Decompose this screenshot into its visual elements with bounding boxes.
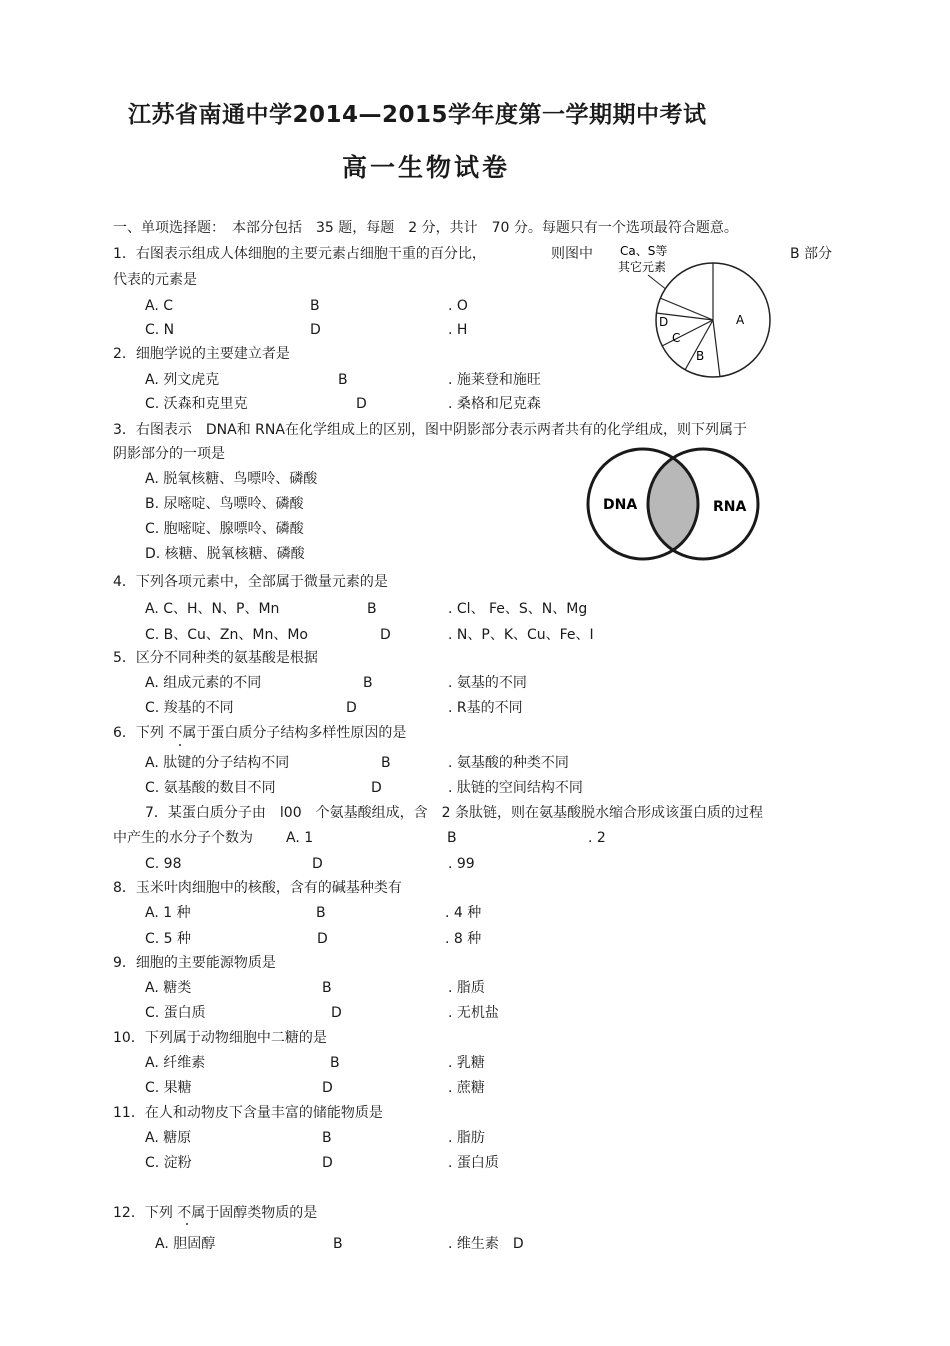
- q7-option-c: C. 98: [145, 856, 182, 872]
- section-heading: 一、单项选择题： 本部分包括 35 题，每题 2 分，共计 70 分。每题只有一个选项最符合题意。: [113, 220, 738, 236]
- q11-option-d: D: [322, 1155, 333, 1171]
- element-pie-figure: [610, 240, 780, 380]
- q8-option-a: A. 1 种: [145, 905, 191, 921]
- q5-stem: 5．区分不同种类的氨基酸是根据: [113, 650, 318, 666]
- pie-slice-a-label: A: [736, 313, 745, 327]
- q2-option-a: A. 列文虎克: [145, 372, 220, 388]
- q9-option-b-value: . 脂质: [448, 980, 485, 996]
- q8-option-d: D: [317, 931, 328, 947]
- q4-stem: 4．下列各项元素中，全部属于微量元素的是: [113, 574, 388, 590]
- q3-option-a: A. 脱氧核糖、鸟嘌呤、磷酸: [145, 471, 318, 487]
- q1-option-b: B: [310, 298, 320, 314]
- q11-option-b-value: . 脂肪: [448, 1130, 485, 1146]
- q10-stem: 10．下列属于动物细胞中二糖的是: [113, 1030, 327, 1046]
- q2-stem: 2．细胞学说的主要建立者是: [113, 346, 290, 362]
- q3-option-b: B. 尿嘧啶、鸟嘌呤、磷酸: [145, 496, 304, 512]
- q7-option-a: A. 1: [286, 830, 314, 846]
- q8-stem: 8．玉米叶肉细胞中的核酸，含有的碱基种类有: [113, 880, 402, 896]
- q9-stem: 9．细胞的主要能源物质是: [113, 955, 276, 971]
- q1-stem: 1．右图表示组成人体细胞的主要元素占细胞干重的百分比，: [113, 246, 486, 262]
- q10-option-c: C. 果糖: [145, 1080, 192, 1096]
- q7-stem: 7．某蛋白质分子由 l00 个氨基酸组成，含 2 条肽链，则在氨基酸脱水缩合形成该蛋白质的过程: [145, 805, 763, 821]
- q12-option-b: B: [333, 1236, 343, 1252]
- q9-option-c: C. 蛋白质: [145, 1005, 206, 1021]
- q11-option-b: B: [322, 1130, 332, 1146]
- q4-option-b: B: [367, 601, 377, 617]
- q1-stem-part4: 代表的元素是: [113, 272, 197, 288]
- q12-stem: 12．下列 不属于固醇类物质的是: [113, 1205, 318, 1221]
- emphasis-dot: [186, 1223, 188, 1225]
- q5-option-d: D: [346, 700, 357, 716]
- q10-option-b: B: [330, 1055, 340, 1071]
- pie-slice-c-label: C: [672, 331, 681, 345]
- q9-option-d-value: . 无机盐: [448, 1005, 499, 1021]
- venn-dna-label: DNA: [603, 497, 638, 513]
- emphasis-dot: [179, 744, 181, 746]
- pie-slice-b-label: B: [696, 349, 705, 363]
- q9-option-b: B: [322, 980, 332, 996]
- q6-option-c: C. 氨基酸的数目不同: [145, 780, 276, 796]
- exam-subtitle: 高一生物试卷: [342, 153, 511, 182]
- pie-slice-d-label: D: [659, 315, 669, 329]
- q11-stem: 11．在人和动物皮下含量丰富的储能物质是: [113, 1105, 383, 1121]
- q3-option-d: D. 核糖、脱氧核糖、磷酸: [145, 546, 305, 562]
- q1-stem-part2: 则图中: [551, 246, 593, 262]
- q1-stem-part3: B 部分: [790, 246, 833, 262]
- q2-option-d: D: [356, 396, 367, 412]
- q6-option-d-value: . 肽链的空间结构不同: [448, 780, 583, 796]
- q9-option-a: A. 糖类: [145, 980, 192, 996]
- q1-option-a: A. C: [145, 298, 174, 314]
- q8-option-d-value: . 8 种: [445, 931, 482, 947]
- q4-option-d-value: . N、P、K、Cu、Fe、I: [448, 627, 594, 643]
- q10-option-b-value: . 乳糖: [448, 1055, 485, 1071]
- q8-option-b-value: . 4 种: [445, 905, 482, 921]
- q5-option-a: A. 组成元素的不同: [145, 675, 262, 691]
- q5-option-c: C. 羧基的不同: [145, 700, 234, 716]
- q1-option-b-value: . O: [448, 298, 468, 314]
- q3-stem: 3．右图表示 DNA和 RNA在化学组成上的区别，图中阴影部分表示两者共有的化学组成，则下列属于: [113, 422, 747, 438]
- q10-option-d-value: . 蔗糖: [448, 1080, 485, 1096]
- q2-option-d-value: . 桑格和尼克森: [448, 396, 541, 412]
- q4-option-c: C. B、Cu、Zn、Mn、Mo: [145, 627, 308, 643]
- q4-option-a: A. C、H、N、P、Mn: [145, 601, 280, 617]
- q3-stem-part2: 阴影部分的一项是: [113, 446, 225, 462]
- venn-rna-label: RNA: [713, 499, 747, 515]
- q2-option-b-value: . 施莱登和施旺: [448, 372, 541, 388]
- q12-option-b-value: . 维生素 D: [448, 1236, 524, 1252]
- q3-option-c: C. 胞嘧啶、腺嘌呤、磷酸: [145, 521, 304, 537]
- exam-title: 江苏省南通中学2014—2015学年度第一学期期中考试: [128, 102, 707, 128]
- q11-option-d-value: . 蛋白质: [448, 1155, 499, 1171]
- q8-option-b: B: [316, 905, 326, 921]
- q7-option-d: D: [312, 856, 323, 872]
- q2-option-c: C. 沃森和克里克: [145, 396, 248, 412]
- q1-option-d: D: [310, 322, 321, 338]
- pie-label-line2: 其它元素: [618, 260, 667, 274]
- q6-option-b: B: [381, 755, 391, 771]
- q6-option-a: A. 肽键的分子结构不同: [145, 755, 290, 771]
- q6-option-b-value: . 氨基酸的种类不同: [448, 755, 569, 771]
- q6-stem: 6．下列 不属于蛋白质分子结构多样性原因的是: [113, 725, 407, 741]
- q2-option-b: B: [338, 372, 348, 388]
- q7-option-b: B: [447, 830, 457, 846]
- q9-option-d: D: [331, 1005, 342, 1021]
- q7-option-b-value: . 2: [588, 830, 606, 846]
- q6-option-d: D: [371, 780, 382, 796]
- q5-option-b-value: . 氨基的不同: [448, 675, 527, 691]
- dna-rna-venn-figure: [585, 446, 765, 562]
- q11-option-a: A. 糖原: [145, 1130, 192, 1146]
- q1-option-c: C. N: [145, 322, 175, 338]
- q12-option-a: A. 胆固醇: [155, 1236, 216, 1252]
- q5-option-d-value: . R基的不同: [448, 700, 523, 716]
- q8-option-c: C. 5 种: [145, 931, 192, 947]
- q4-option-b-value: . Cl、 Fe、S、N、Mg: [448, 601, 588, 617]
- q7-option-d-value: . 99: [448, 856, 475, 872]
- q11-option-c: C. 淀粉: [145, 1155, 192, 1171]
- q5-option-b: B: [363, 675, 373, 691]
- q4-option-d: D: [380, 627, 391, 643]
- q10-option-a: A. 纤维素: [145, 1055, 206, 1071]
- pie-label-line1: Ca、S等: [620, 244, 668, 258]
- q1-option-d-value: . H: [448, 322, 468, 338]
- q7-stem-part2: 中产生的水分子个数为: [113, 830, 253, 846]
- q10-option-d: D: [322, 1080, 333, 1096]
